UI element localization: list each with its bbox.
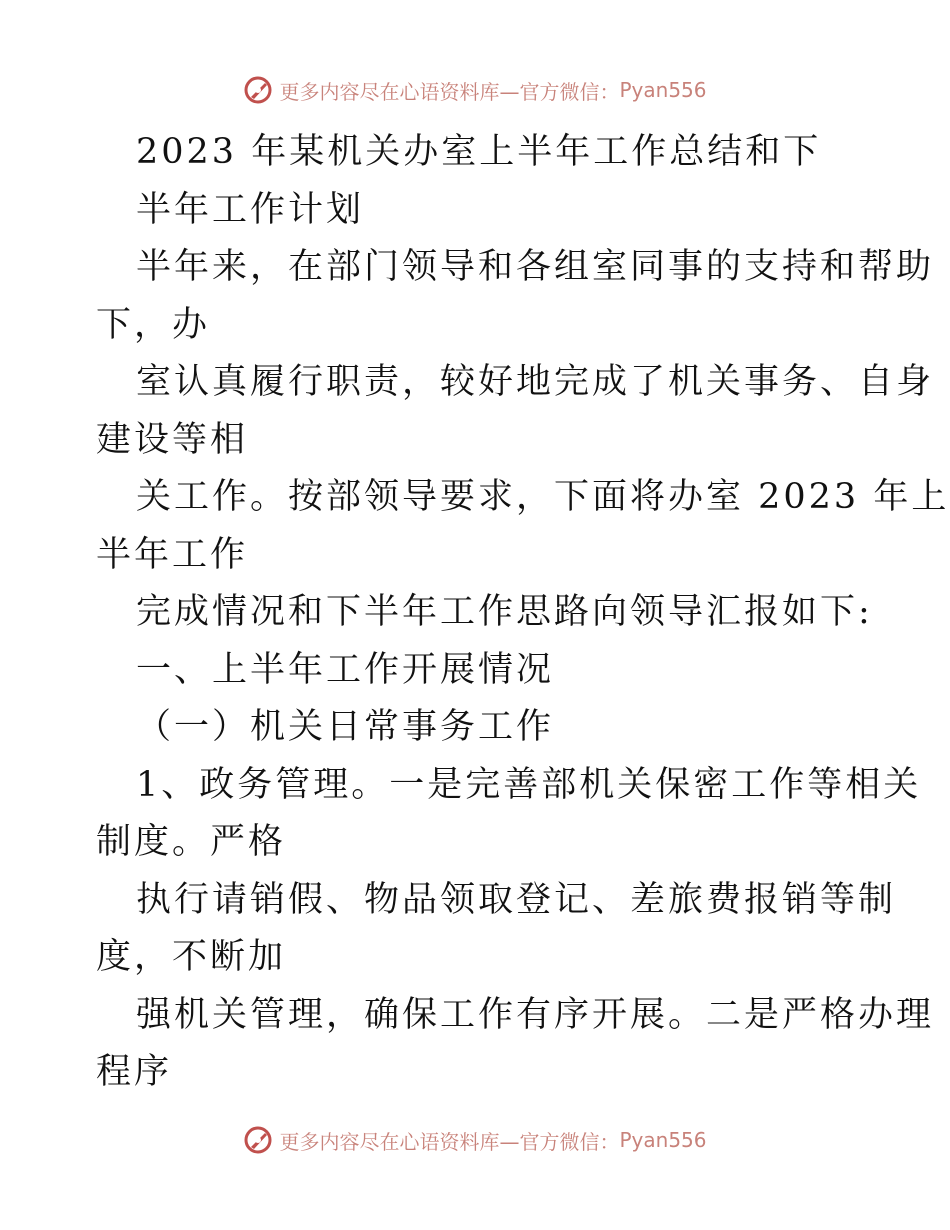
- doc-line-4: 下，办: [96, 304, 211, 345]
- quill-logo-icon: [243, 1125, 273, 1155]
- doc-line-11: （一）机关日常事务工作: [136, 707, 555, 747]
- doc-line-14: 执行请销假、物品领取登记、差旅费报销等制: [136, 879, 897, 920]
- document-body: [96, 124, 950, 1102]
- watermark-text: 更多内容尽在心语资料库—官方微信：: [279, 79, 620, 104]
- doc-line-13: 制度。严格: [96, 822, 287, 862]
- watermark-wechat-id: Pyan556: [619, 78, 707, 102]
- watermark-wechat-id: Pyan556: [619, 1128, 707, 1152]
- doc-line-16: 强机关管理，确保工作有序开展。二是严格办理: [136, 994, 935, 1035]
- doc-line-9: 完成情况和下半年工作思路向领导汇报如下:: [136, 592, 873, 632]
- watermark-text: 更多内容尽在心语资料库—官方微信：: [279, 1129, 620, 1154]
- watermark-footer: [0, 1120, 950, 1160]
- doc-line-2: 半年工作计划: [136, 189, 365, 230]
- doc-line-10: 一、上半年工作开展情况: [136, 649, 555, 690]
- doc-line-8: 半年工作: [96, 534, 249, 575]
- quill-logo-icon: [243, 75, 273, 105]
- doc-line-3: 半年来，在部门领导和各组室同事的支持和帮助: [136, 247, 935, 287]
- doc-line-6: 建设等相: [96, 419, 249, 460]
- watermark-header: [0, 70, 950, 110]
- doc-line-12: 1、政务管理。一是完善部机关保密工作等相关: [136, 764, 922, 805]
- doc-line-15: 度，不断加: [96, 937, 287, 977]
- doc-line-17: 程序: [96, 1052, 173, 1092]
- doc-line-1: 2023 年某机关办室上半年工作总结和下: [136, 132, 822, 172]
- doc-line-5: 室认真履行职责，较好地完成了机关事务、自身: [136, 362, 935, 402]
- doc-line-7: 关工作。按部领导要求，下面将办室 2023 年上: [136, 477, 950, 517]
